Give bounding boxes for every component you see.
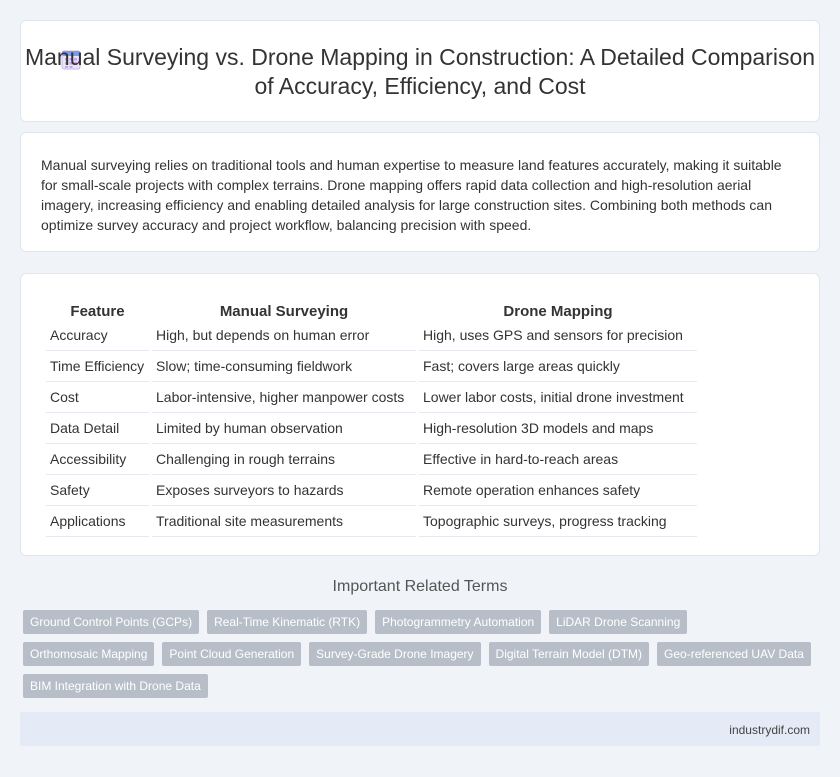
term-tag[interactable]: BIM Integration with Drone Data bbox=[23, 674, 208, 698]
footer-site-link[interactable]: industrydif.com bbox=[729, 723, 810, 737]
term-tag[interactable]: LiDAR Drone Scanning bbox=[549, 610, 687, 634]
cell-manual: Exposes surveyors to hazards bbox=[152, 475, 416, 506]
header-manual-surveying: Manual Surveying bbox=[219, 303, 349, 320]
term-tag[interactable]: Point Cloud Generation bbox=[162, 642, 301, 666]
term-tag[interactable]: Survey-Grade Drone Imagery bbox=[309, 642, 480, 666]
title-card bbox=[20, 20, 820, 122]
cell-feature: Accessibility bbox=[46, 444, 149, 475]
term-tag[interactable]: Orthomosaic Mapping bbox=[23, 642, 154, 666]
cell-manual: Challenging in rough terrains bbox=[152, 444, 416, 475]
table-row bbox=[46, 506, 697, 537]
cell-feature: Cost bbox=[46, 382, 149, 413]
term-tag[interactable]: Photogrammetry Automation bbox=[375, 610, 541, 634]
table-row bbox=[46, 444, 697, 475]
page-title: Manual Surveying vs. Drone Mapping in Construction: A Detailed Comparison of Accuracy, Efficiency, and Cost bbox=[24, 44, 816, 99]
cell-feature: Applications bbox=[46, 506, 149, 537]
cell-manual: Slow; time-consuming fieldwork bbox=[152, 351, 416, 382]
cell-feature: Accuracy bbox=[46, 320, 149, 351]
cell-feature: Data Detail bbox=[46, 413, 149, 444]
header-feature: Feature bbox=[70, 303, 125, 320]
header-drone-mapping: Drone Mapping bbox=[503, 303, 613, 320]
cell-drone: Effective in hard-to-reach areas bbox=[419, 444, 697, 475]
term-tag[interactable]: Geo-referenced UAV Data bbox=[657, 642, 811, 666]
table-row bbox=[46, 382, 697, 413]
cell-drone: High-resolution 3D models and maps bbox=[419, 413, 697, 444]
table-row bbox=[46, 413, 697, 444]
cell-drone: Lower labor costs, initial drone investment bbox=[419, 382, 697, 413]
term-tag[interactable]: Ground Control Points (GCPs) bbox=[23, 610, 199, 634]
intro-paragraph: Manual surveying relies on traditional tools and human expertise to measure land features accurately, making it suitable for small-scale projects with complex terrains. Drone mapping offers rapid data collection and high-resolution aerial imagery, increasing efficiency and enabling detailed analysis for large construction sites. Combining both methods can optimize survey accuracy and project workflow, balancing precision with speed. bbox=[41, 157, 782, 233]
comparison-card bbox=[20, 273, 820, 556]
cell-drone: Remote operation enhances safety bbox=[419, 475, 697, 506]
table-row bbox=[46, 320, 697, 351]
table-row bbox=[46, 351, 697, 382]
term-tag[interactable]: Real-Time Kinematic (RTK) bbox=[207, 610, 367, 634]
intro-card bbox=[20, 132, 820, 252]
cell-feature: Safety bbox=[46, 475, 149, 506]
cell-manual: High, but depends on human error bbox=[152, 320, 416, 351]
related-terms-heading: Important Related Terms bbox=[332, 578, 508, 595]
table-row bbox=[46, 475, 697, 506]
comparison-table bbox=[43, 296, 700, 537]
cell-feature: Time Efficiency bbox=[46, 351, 149, 382]
cell-drone: Topographic surveys, progress tracking bbox=[419, 506, 697, 537]
cell-manual: Labor-intensive, higher manpower costs bbox=[152, 382, 416, 413]
table-header-row bbox=[46, 296, 697, 320]
cell-manual: Traditional site measurements bbox=[152, 506, 416, 537]
related-terms-list bbox=[23, 610, 813, 698]
cell-drone: Fast; covers large areas quickly bbox=[419, 351, 697, 382]
term-tag[interactable]: Digital Terrain Model (DTM) bbox=[489, 642, 649, 666]
cell-manual: Limited by human observation bbox=[152, 413, 416, 444]
footer bbox=[20, 712, 820, 746]
cell-drone: High, uses GPS and sensors for precision bbox=[419, 320, 697, 351]
